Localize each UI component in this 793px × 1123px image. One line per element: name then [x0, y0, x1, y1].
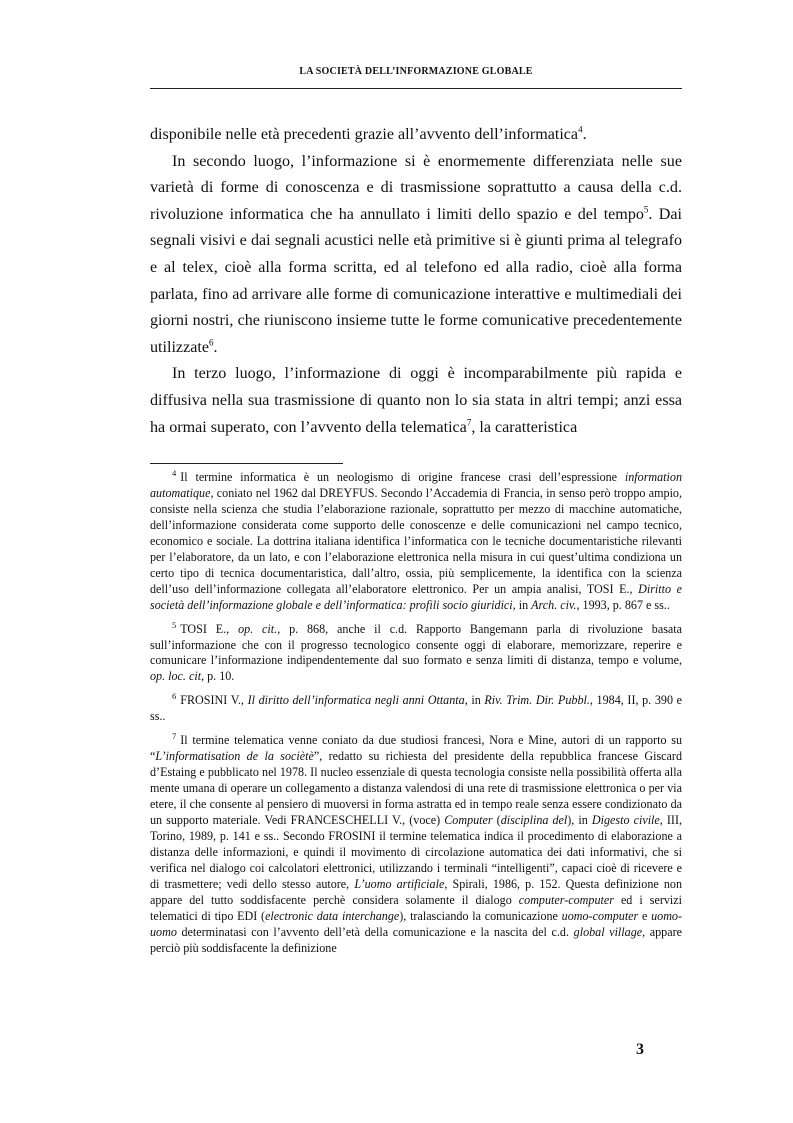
footnote-ref-7[interactable]: 7	[466, 417, 472, 428]
footnote-4: $^4$ Il termine informatica è un neologismo di origine francese crasi dell’espressione information automatique, coniato nel 1962 dal DREYFUS. Secondo l’Accademia di Francia, in senso però troppo ampio, consiste nella scienza che studia l’elaborazione razionale, soprattutto per mezzo di macchine automatiche, dell’informazione considerata come supporto delle conoscenze e delle comunicazioni nel campo tecnico, economico e sociale. La dottrina italiana identifica l’informatica con le tecniche documentaristiche rilevanti per l’elaboratore, da un lato, e con l’elaborazione elettronica nella misura in cui quest’ultima condiziona un certo tipo di tecnica documentaristica, dall’altro, ossia, più semplicemente, la identifica con la scienza dell’uso dell’informazione collegata all’elaboratore elettronico. Per un ampia analisi, TOSI E., Diritto e società dell’informazione globale e dell’informatica: profili socio giuridici, in Arch. civ., 1993, p. 867 e ss..	[150, 467, 682, 612]
footnote-ref-5[interactable]: 5	[643, 204, 649, 215]
paragraph-1: disponibile nelle età precedenti grazie all’avvento dell’informatica$^4$.	[150, 124, 587, 143]
footnotes	[150, 467, 683, 965]
header-rule	[150, 88, 682, 89]
page-number: 3	[636, 1041, 644, 1058]
paragraph-3: In terzo luogo, l’informazione di oggi è incomparabilmente più rapida e diffusiva nella sua trasmissione di quanto non lo sia stata in altri tempi; anzi essa ha ormai superato, con l’avvento della telematica$^7$, la caratteristica	[150, 365, 682, 436]
footnote-number: 7	[172, 731, 177, 742]
footnote-ref-4[interactable]: 4	[578, 124, 583, 135]
footnote-number: 5	[172, 619, 177, 630]
footnote-6: $^6$ FROSINI V., Il diritto dell’informatica negli anni Ottanta, in Riv. Trim. Dir. Pubbl., 1984, II, p. 390 e ss..	[150, 691, 683, 724]
paragraph-2: In secondo luogo, l’informazione si è enormemente differenziata nelle sue varietà di forme di conoscenza e di trasmissione soprattutto a causa della c.d. rivoluzione informatica che ha annullato i limiti dello spazio e del tempo$^5$. Dai segnali visivi e dai segnali acustici nelle età primitive si è giunti prima al telegrafo e al telex, cioè alla forma scritta, ed al telefono ed alla radio, cioè alla forma parlata, fino ad arrivare alle forme di comunicazione interattive e multimediali dei giorni nostri, che riuniscono insieme tutte le forme comunicative precedentemente utilizzate$^6$.	[150, 152, 682, 356]
body-text	[150, 122, 682, 441]
footnote-ref-6[interactable]: 6	[208, 337, 214, 348]
footnote-number: 4	[172, 467, 177, 478]
footnote-7: $^7$ Il termine telematica venne coniato da due studiosi francesi, Nora e Mine, autori di un rapporto su “L’informatisation de la sociètè”, redatto su richiesta del presidente della repubblica francese Giscard d’Estaing e pubblicato nel 1978. Il nucleo essenziale di questa tecnologia consiste nella possibilità offerta alla mente umana di operare un collegamento a distanza valendosi di una rete di trasmissione elettronica o per via etere, il che consente al pensiero di muoversi in forma astratta ed in tempo reale senza essere condizionato da un supporto materiale. Vedi FRANCESCHELLI V., (voce) Computer (disciplina del), in Digesto civile, III, Torino, 1989, p. 141 e ss.. Secondo FROSINI il termine telematica indica il procedimento di elaborazione a distanza delle informazioni, e quindi il movimento di circolazione automatica dei dati informativi, che si verifica nel dialogo coi calcolatori elettronici, utilizzando i terminali “intelligenti”, capaci cioè di ricevere e di trasmettere; vedi dello stesso autore, L’uomo artificiale, Spirali, 1986, p. 152. Questa definizione non appare del tutto soddisfacente perchè considera solamente il dialogo computer-computer ed i servizi telematici di tipo EDI (electronic data interchange), tralasciando la comunicazione uomo-computer e uomo-uomo determinatasi con l’avvento dell’età della comunicazione e la nascita del c.d. global village, appare perciò più soddisfacente la definizione	[150, 731, 683, 955]
running-header: LA SOCIETÀ DELL’INFORMAZIONE GLOBALE	[299, 66, 533, 77]
footnote-number: 6	[172, 691, 177, 702]
footnote-5: $^5$ TOSI E., op. cit., p. 868, anche il c.d. Rapporto Bangemann parla di rivoluzione basata sull’informazione che con il progresso tecnologico consente oggi di elaborare, memorizzare, reperire e comunicare l’informazione indipendentemente dal suo formato e senza limiti di distanza, tempo e volume, op. loc. cit, p. 10.	[150, 619, 682, 684]
footnote-separator	[150, 463, 343, 464]
